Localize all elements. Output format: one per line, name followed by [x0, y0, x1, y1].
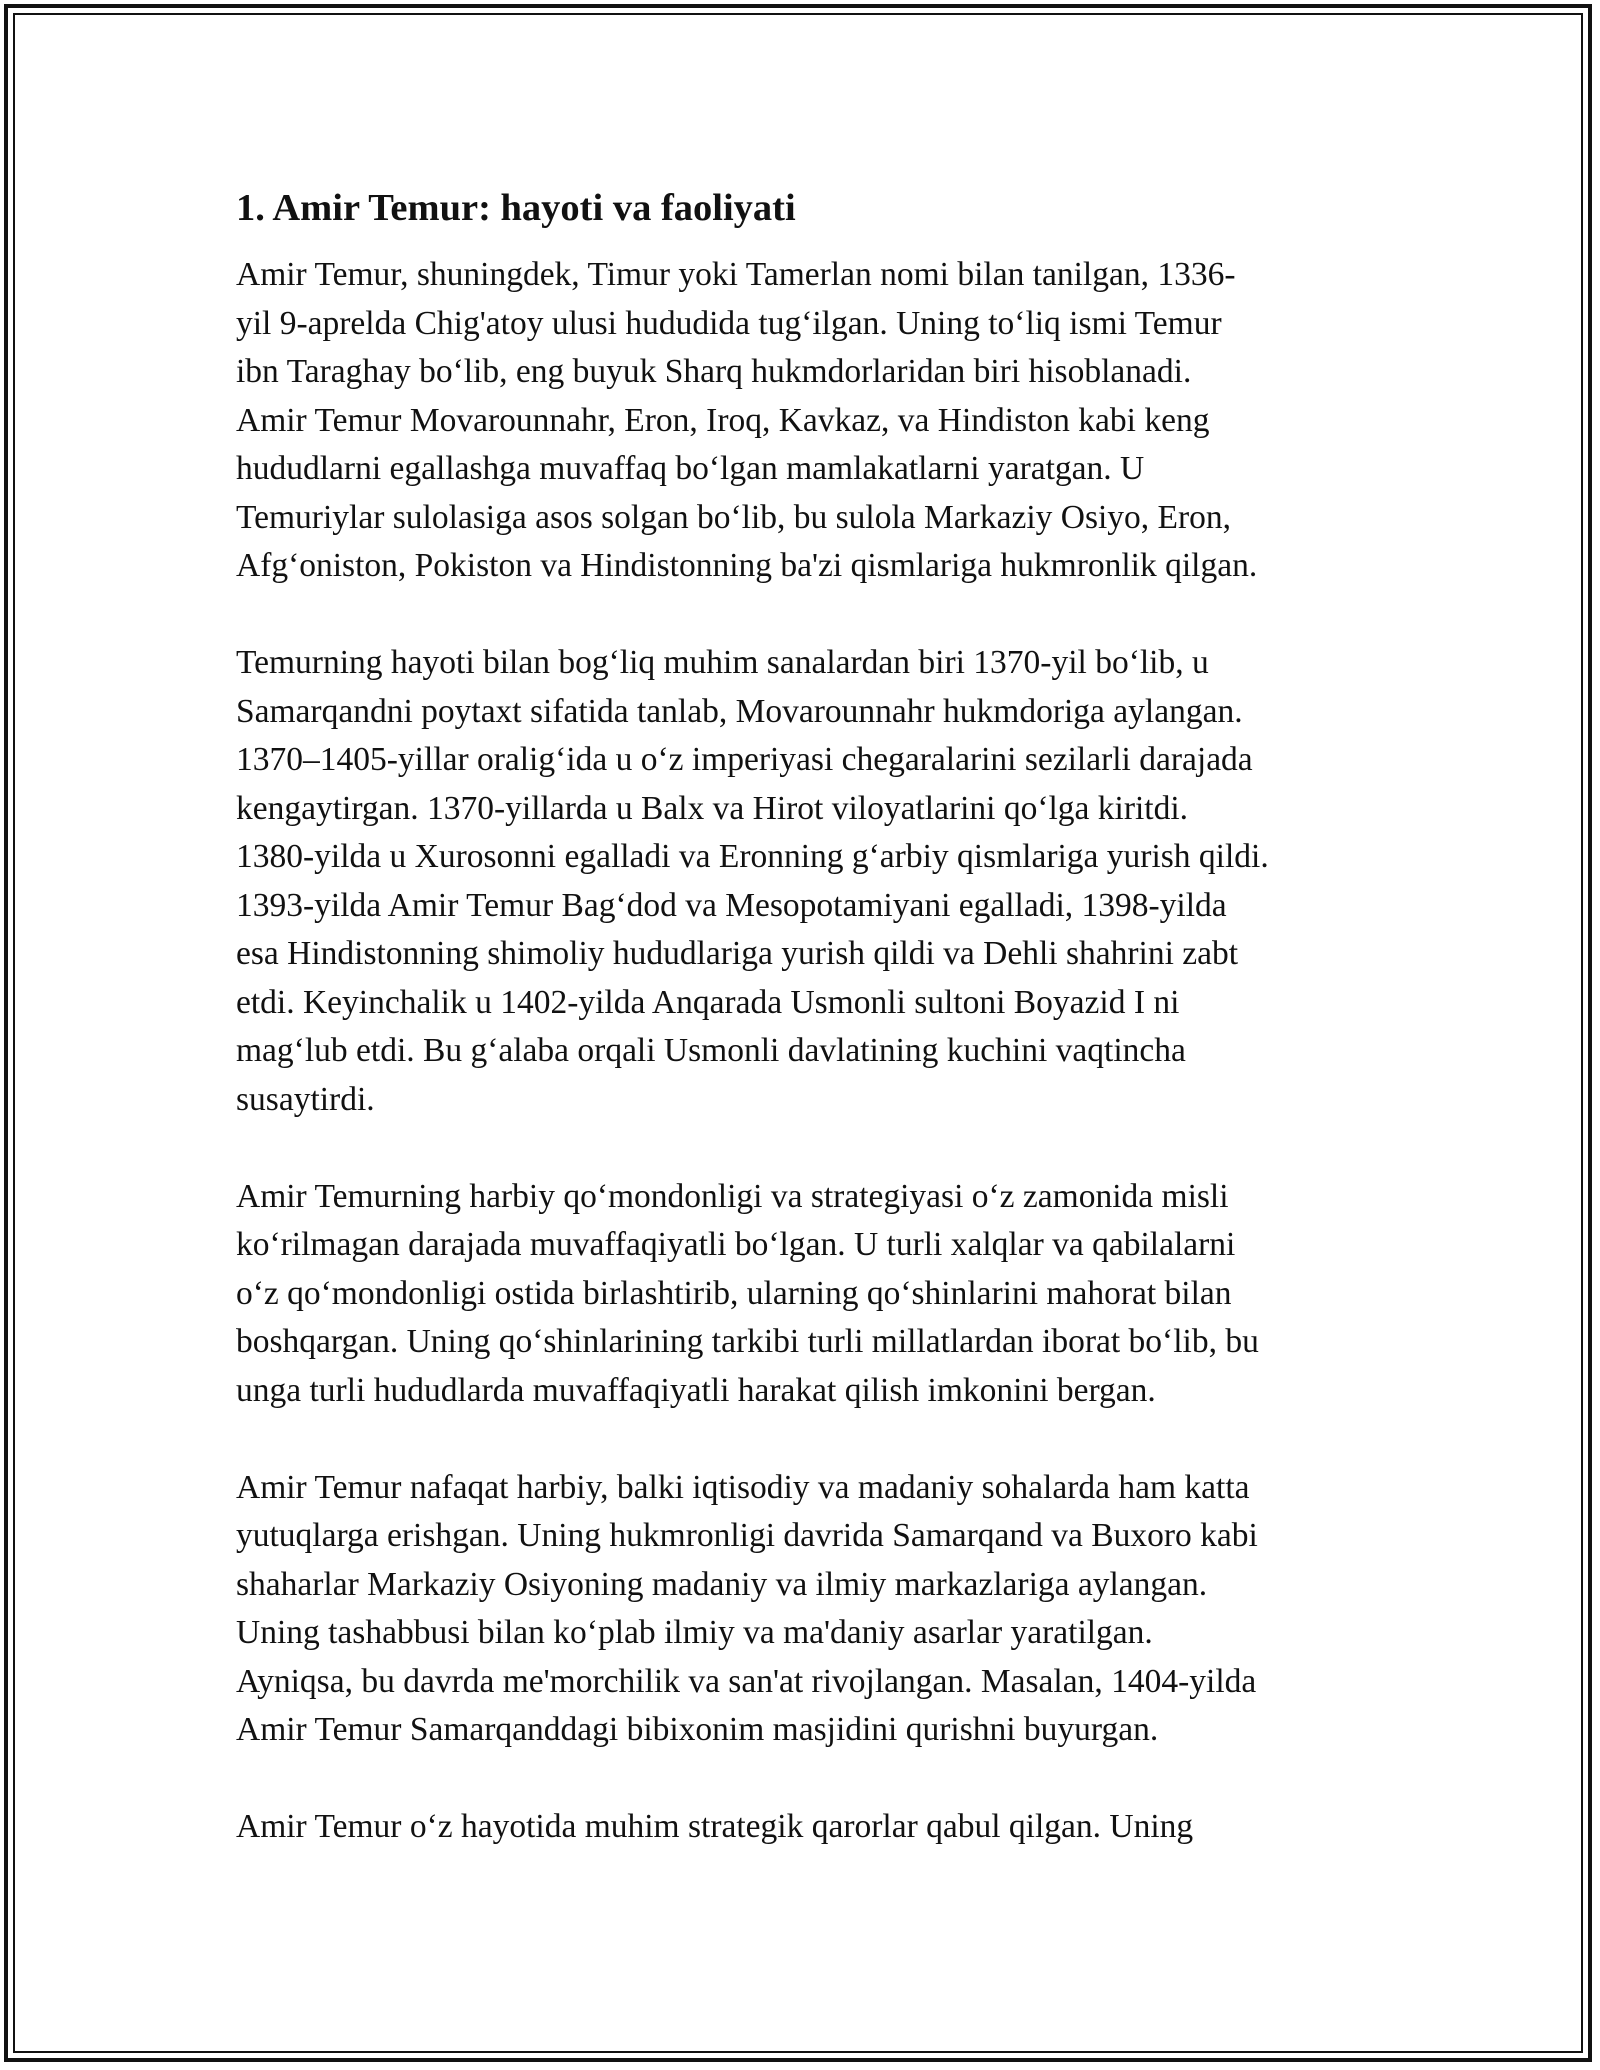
paragraph-3 — [236, 1173, 1386, 1416]
text-line: Afg‘oniston, Pokiston va Hindistonning ba'zi qismlariga hukmronlik qilgan. — [236, 547, 1258, 584]
text-line: Amir Temur Samarqanddagi bibixonim masjidini qurishni buyurgan. — [236, 1711, 1159, 1748]
text-line: 1380-yilda u Xurosonni egalladi va Eronning g‘arbiy qismlariga yurish qildi. — [236, 838, 1269, 875]
text-line: yutuqlarga erishgan. Uning hukmronligi davrida Samarqand va Buxoro kabi — [236, 1517, 1258, 1554]
paragraph-2 — [236, 639, 1386, 1124]
text-line: Amir Temur nafaqat harbiy, balki iqtisodiy va madaniy sohalarda ham katta — [236, 1468, 1250, 1506]
paragraph-4 — [236, 1464, 1386, 1755]
text-line: hududlarni egallashga muvaffaq bo‘lgan mamlakatlarni yaratgan. U — [236, 450, 1145, 487]
text-line: Temurning hayoti bilan bog‘liq muhim sanalardan biri 1370-yil bo‘lib, u — [236, 644, 1209, 681]
text-line: mag‘lub etdi. Bu g‘alaba orqali Usmonli davlatining kuchini vaqtincha — [236, 1032, 1186, 1069]
text-line: 1393-yilda Amir Temur Bag‘dod va Mesopotamiyani egalladi, 1398-yilda — [236, 886, 1227, 924]
text-line: Amir Temur o‘z hayotida muhim strategik qarorlar qabul qilgan. Uning — [236, 1808, 1194, 1845]
section-heading: 1. Amir Temur: hayoti va faoliyati — [236, 187, 796, 229]
text-line: Temuriylar sulolasiga asos solgan bo‘lib, bu sulola Markaziy Osiyo, Eron, — [236, 498, 1232, 536]
text-line: 1370–1405-yillar oralig‘ida u o‘z imperiyasi chegaralarini sezilarli darajada — [236, 741, 1253, 778]
text-line: susaytirdi. — [236, 1080, 375, 1118]
text-line: shaharlar Markaziy Osiyoning madaniy va ilmiy markazlariga aylangan. — [236, 1565, 1208, 1603]
text-line: yil 9-aprelda Chig'atoy ulusi hududida tug‘ilgan. Uning to‘liq ismi Temur — [236, 304, 1222, 342]
text-line: Samarqandni poytaxt sifatida tanlab, Movarounnahr hukmdoriga aylangan. — [236, 692, 1243, 730]
text-line: Amir Temur, shuningdek, Timur yoki Tamerlan nomi bilan tanilgan, 1336- — [236, 256, 1236, 293]
document-body — [236, 183, 1386, 1852]
text-line: Amir Temurning harbiy qo‘mondonligi va strategiyasi o‘z zamonida misli — [236, 1177, 1229, 1215]
paragraph-1 — [236, 251, 1386, 591]
text-line: ko‘rilmagan darajada muvaffaqiyatli bo‘lgan. U turli xalqlar va qabilalarni — [236, 1226, 1236, 1263]
text-line: etdi. Keyinchalik u 1402-yilda Anqarada Usmonli sultoni Boyazid I ni — [236, 983, 1180, 1021]
text-line: Ayniqsa, bu davrda me'morchilik va san'at rivojlangan. Masalan, 1404-yilda — [236, 1662, 1257, 1700]
text-line: esa Hindistonning shimoliy hududlariga yurish qildi va Dehli shahrini zabt — [236, 935, 1239, 972]
text-line: o‘z qo‘mondonligi ostida birlashtirib, ularning qo‘shinlarini mahorat bilan — [236, 1274, 1232, 1312]
text-line: boshqargan. Uning qo‘shinlarining tarkibi turli millatlardan iborat bo‘lib, bu — [236, 1323, 1259, 1360]
paragraph-5 — [236, 1803, 1386, 1852]
text-line: Uning tashabbusi bilan ko‘plab ilmiy va ma'daniy asarlar yaratilgan. — [236, 1614, 1153, 1651]
text-line: ibn Taraghay bo‘lib, eng buyuk Sharq hukmdorlaridan biri hisoblanadi. — [236, 353, 1192, 390]
text-line: Amir Temur Movarounnahr, Eron, Iroq, Kavkaz, va Hindiston kabi keng — [236, 401, 1210, 439]
text-line: unga turli hududlarda muvaffaqiyatli harakat qilish imkonini bergan. — [236, 1371, 1156, 1409]
text-line: kengaytirgan. 1370-yillarda u Balx va Hirot viloyatlarini qo‘lga kiritdi. — [236, 789, 1189, 827]
